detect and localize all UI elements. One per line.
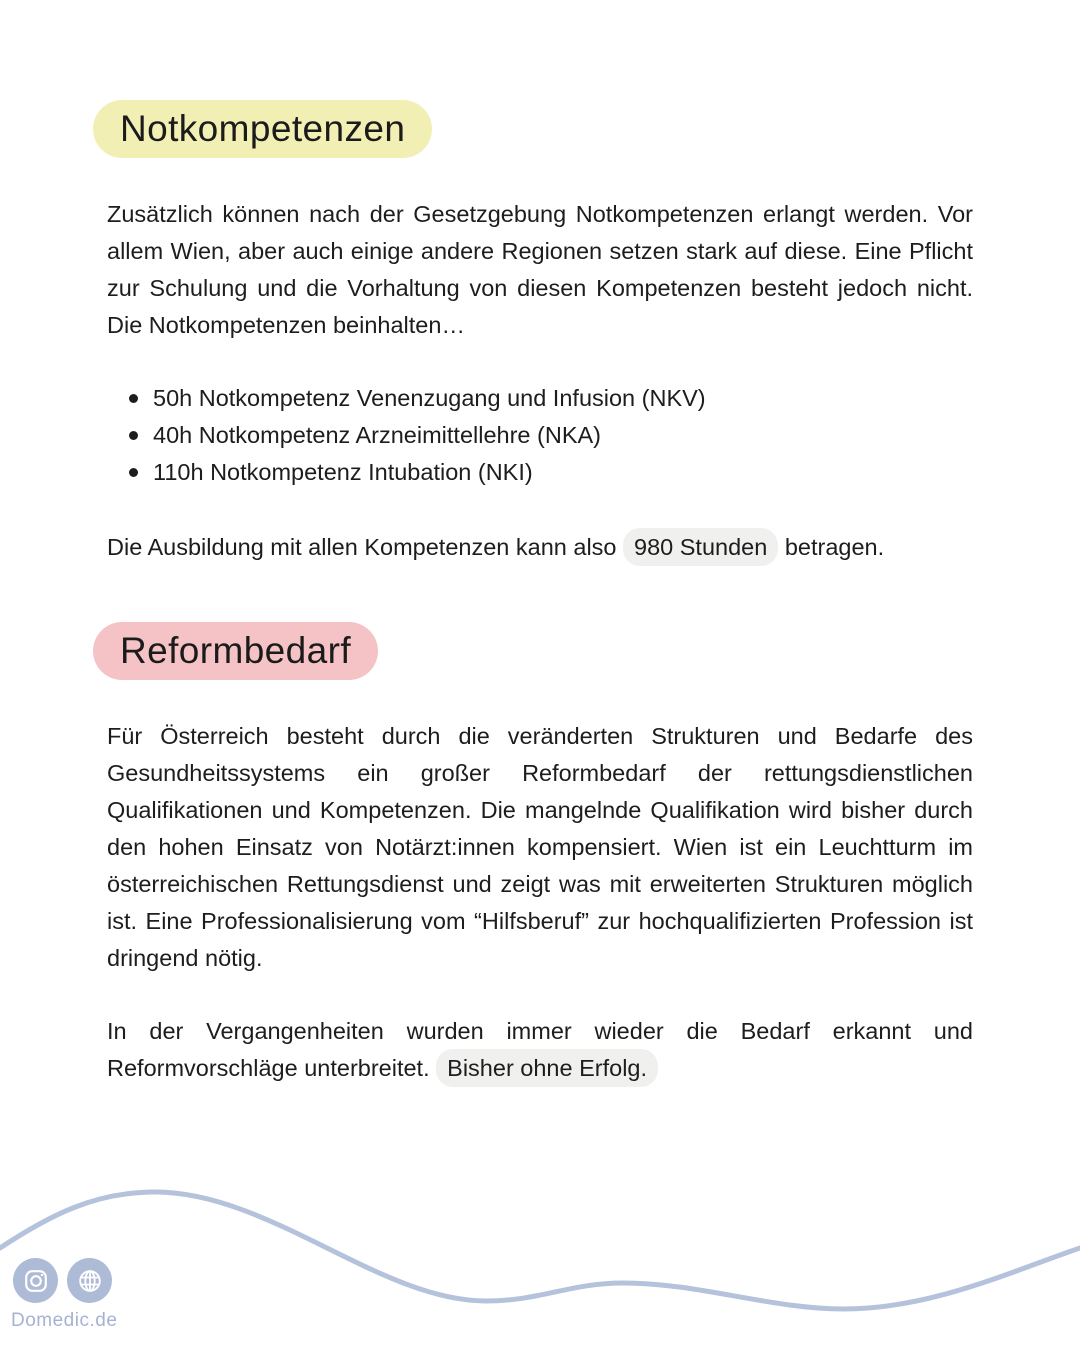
wave-decoration xyxy=(0,1150,1080,1350)
reformbedarf-paragraph: Für Österreich besteht durch die veränderten Strukturen und Bedarfe des Gesundheitssystems ein großer Reformbedarf der rettungsdienstlichen Qualifikationen und Kompetenzen. Die mangelnde Qualifikation wird bisher durch den hohen Einsatz von Notärzt:innen kompensiert. Wien ist ein Leuchtturm im österreichischen Rettungsdienst und zeigt was mit erweiterten Strukturen möglich ist. Eine Professionalisierung vom “Hilfsberuf” zur hochqualifizierten Profession ist dringend nötig. xyxy=(107,723,973,971)
conclusion-prefix: In der Vergangenheiten wurden immer wieder die Bedarf erkannt und Reformvorschläge unterbreitet. xyxy=(107,1018,973,1081)
list-item-nkv: 50h Notkompetenz Venenzugang und Infusion (NKV) xyxy=(153,380,973,417)
summary-suffix: betragen. xyxy=(778,534,885,560)
footer-social-icons xyxy=(13,1258,112,1303)
heading-reformbedarf: Reformbedarf xyxy=(93,622,378,680)
heading-notkompetenzen: Notkompetenzen xyxy=(93,100,432,158)
summary-prefix: Die Ausbildung mit allen Kompetenzen kann also xyxy=(107,534,624,560)
globe-icon[interactable] xyxy=(67,1258,112,1303)
list-item-nka: 40h Notkompetenz Arzneimittellehre (NKA) xyxy=(153,417,973,454)
intro-paragraph: Zusätzlich können nach der Gesetzgebung Notkompetenzen erlangt werden. Vor allem Wien, aber auch einige andere Regionen setzen stark auf diese. Eine Pflicht zur Schulung und die Vorhaltung von diesen Kompetenzen besteht jedoch nicht. Die Notkompetenzen beinhalten… xyxy=(107,201,973,338)
section-reformbedarf xyxy=(0,566,1080,1087)
highlight-980-stunden: 980 Stunden xyxy=(623,528,778,566)
conclusion-paragraph xyxy=(107,1013,973,1087)
list-item-nki: 110h Notkompetenz Intubation (NKI) xyxy=(153,454,973,491)
instagram-icon[interactable] xyxy=(13,1258,58,1303)
brand-label: Domedic.de xyxy=(11,1310,118,1331)
section-notkompetenzen xyxy=(0,0,1080,566)
highlight-bisher-ohne-erfolg: Bisher ohne Erfolg. xyxy=(436,1049,658,1087)
summary-line xyxy=(107,529,973,566)
notkompetenz-list xyxy=(107,380,973,491)
